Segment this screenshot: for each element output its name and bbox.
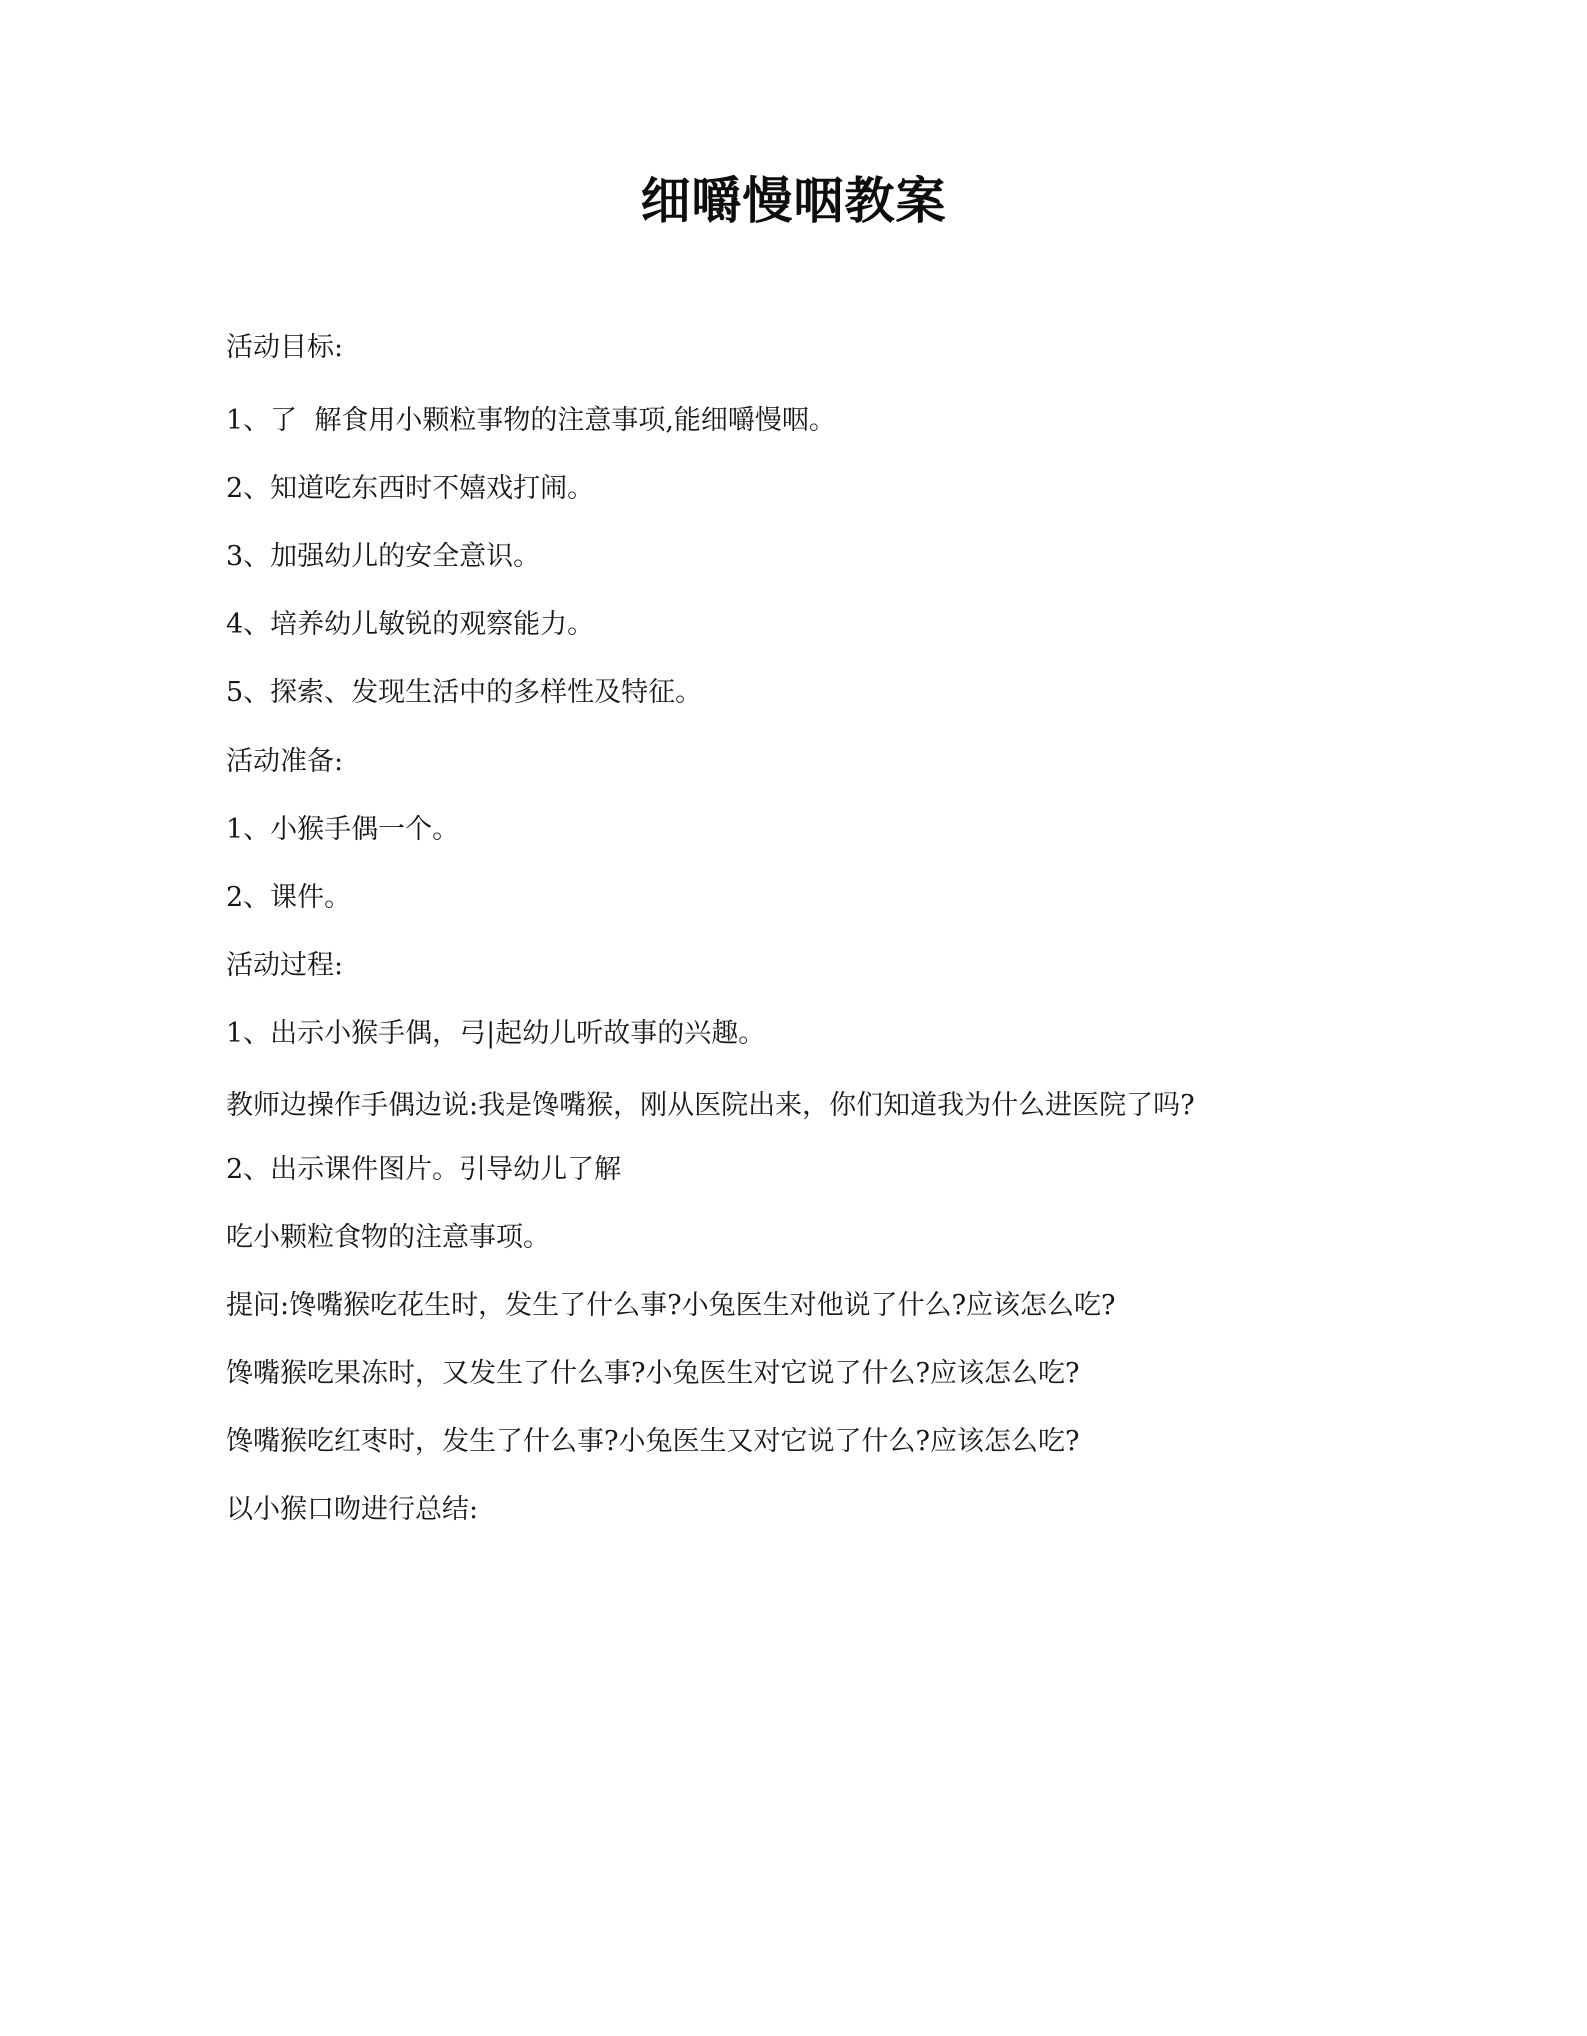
process-question-jujube: 馋嘴猴吃红枣时，发生了什么事?小兔医生又对它说了什么?应该怎么吃? <box>226 1426 1080 1458</box>
process-item-2-continued: 吃小颗粒食物的注意事项。 <box>226 1221 550 1253</box>
objective-item-2: 2、知道吃东西时不嬉戏打闹。 <box>226 473 595 505</box>
objective-item-5: 5、探索、发现生活中的多样性及特征。 <box>226 677 703 709</box>
objective-item-3: 3、加强幼儿的安全意识。 <box>226 541 541 573</box>
process-question-jelly: 馋嘴猴吃果冻时，又发生了什么事?小兔医生对它说了什么?应该怎么吃? <box>226 1358 1080 1390</box>
preparation-item-1: 1、小猴手偶一个。 <box>226 813 460 845</box>
process-question-peanut: 提问:馋嘴猴吃花生时，发生了什么事?小兔医生对他说了什么?应该怎么吃? <box>226 1289 1116 1321</box>
page-title: 细嚼慢咽教案 <box>640 170 947 230</box>
objective-item-1: 1、了 解食用小颗粒事物的注意事项,能细嚼慢咽。 <box>226 405 836 437</box>
process-item-1: 1、出示小猴手偶，弓|起幼儿听故事的兴趣。 <box>226 1017 766 1049</box>
section-heading-objectives: 活动目标: <box>226 332 344 363</box>
document-body <box>226 330 1406 1527</box>
section-heading-preparation: 活动准备: <box>226 745 344 777</box>
process-summary-heading: 以小猴口吻进行总结: <box>226 1494 479 1526</box>
objective-item-4: 4、培养幼儿敏锐的观察能力。 <box>226 609 595 641</box>
process-teacher-dialogue: 教师边操作手偶边说:我是馋嘴猴，刚从医院出来，你们知道我为什么进医院了吗? <box>226 1090 1195 1122</box>
process-item-2: 2、出示课件图片。引导幼儿了解 <box>226 1153 622 1185</box>
section-heading-process: 活动过程: <box>226 949 344 981</box>
preparation-item-2: 2、课件。 <box>226 881 352 913</box>
